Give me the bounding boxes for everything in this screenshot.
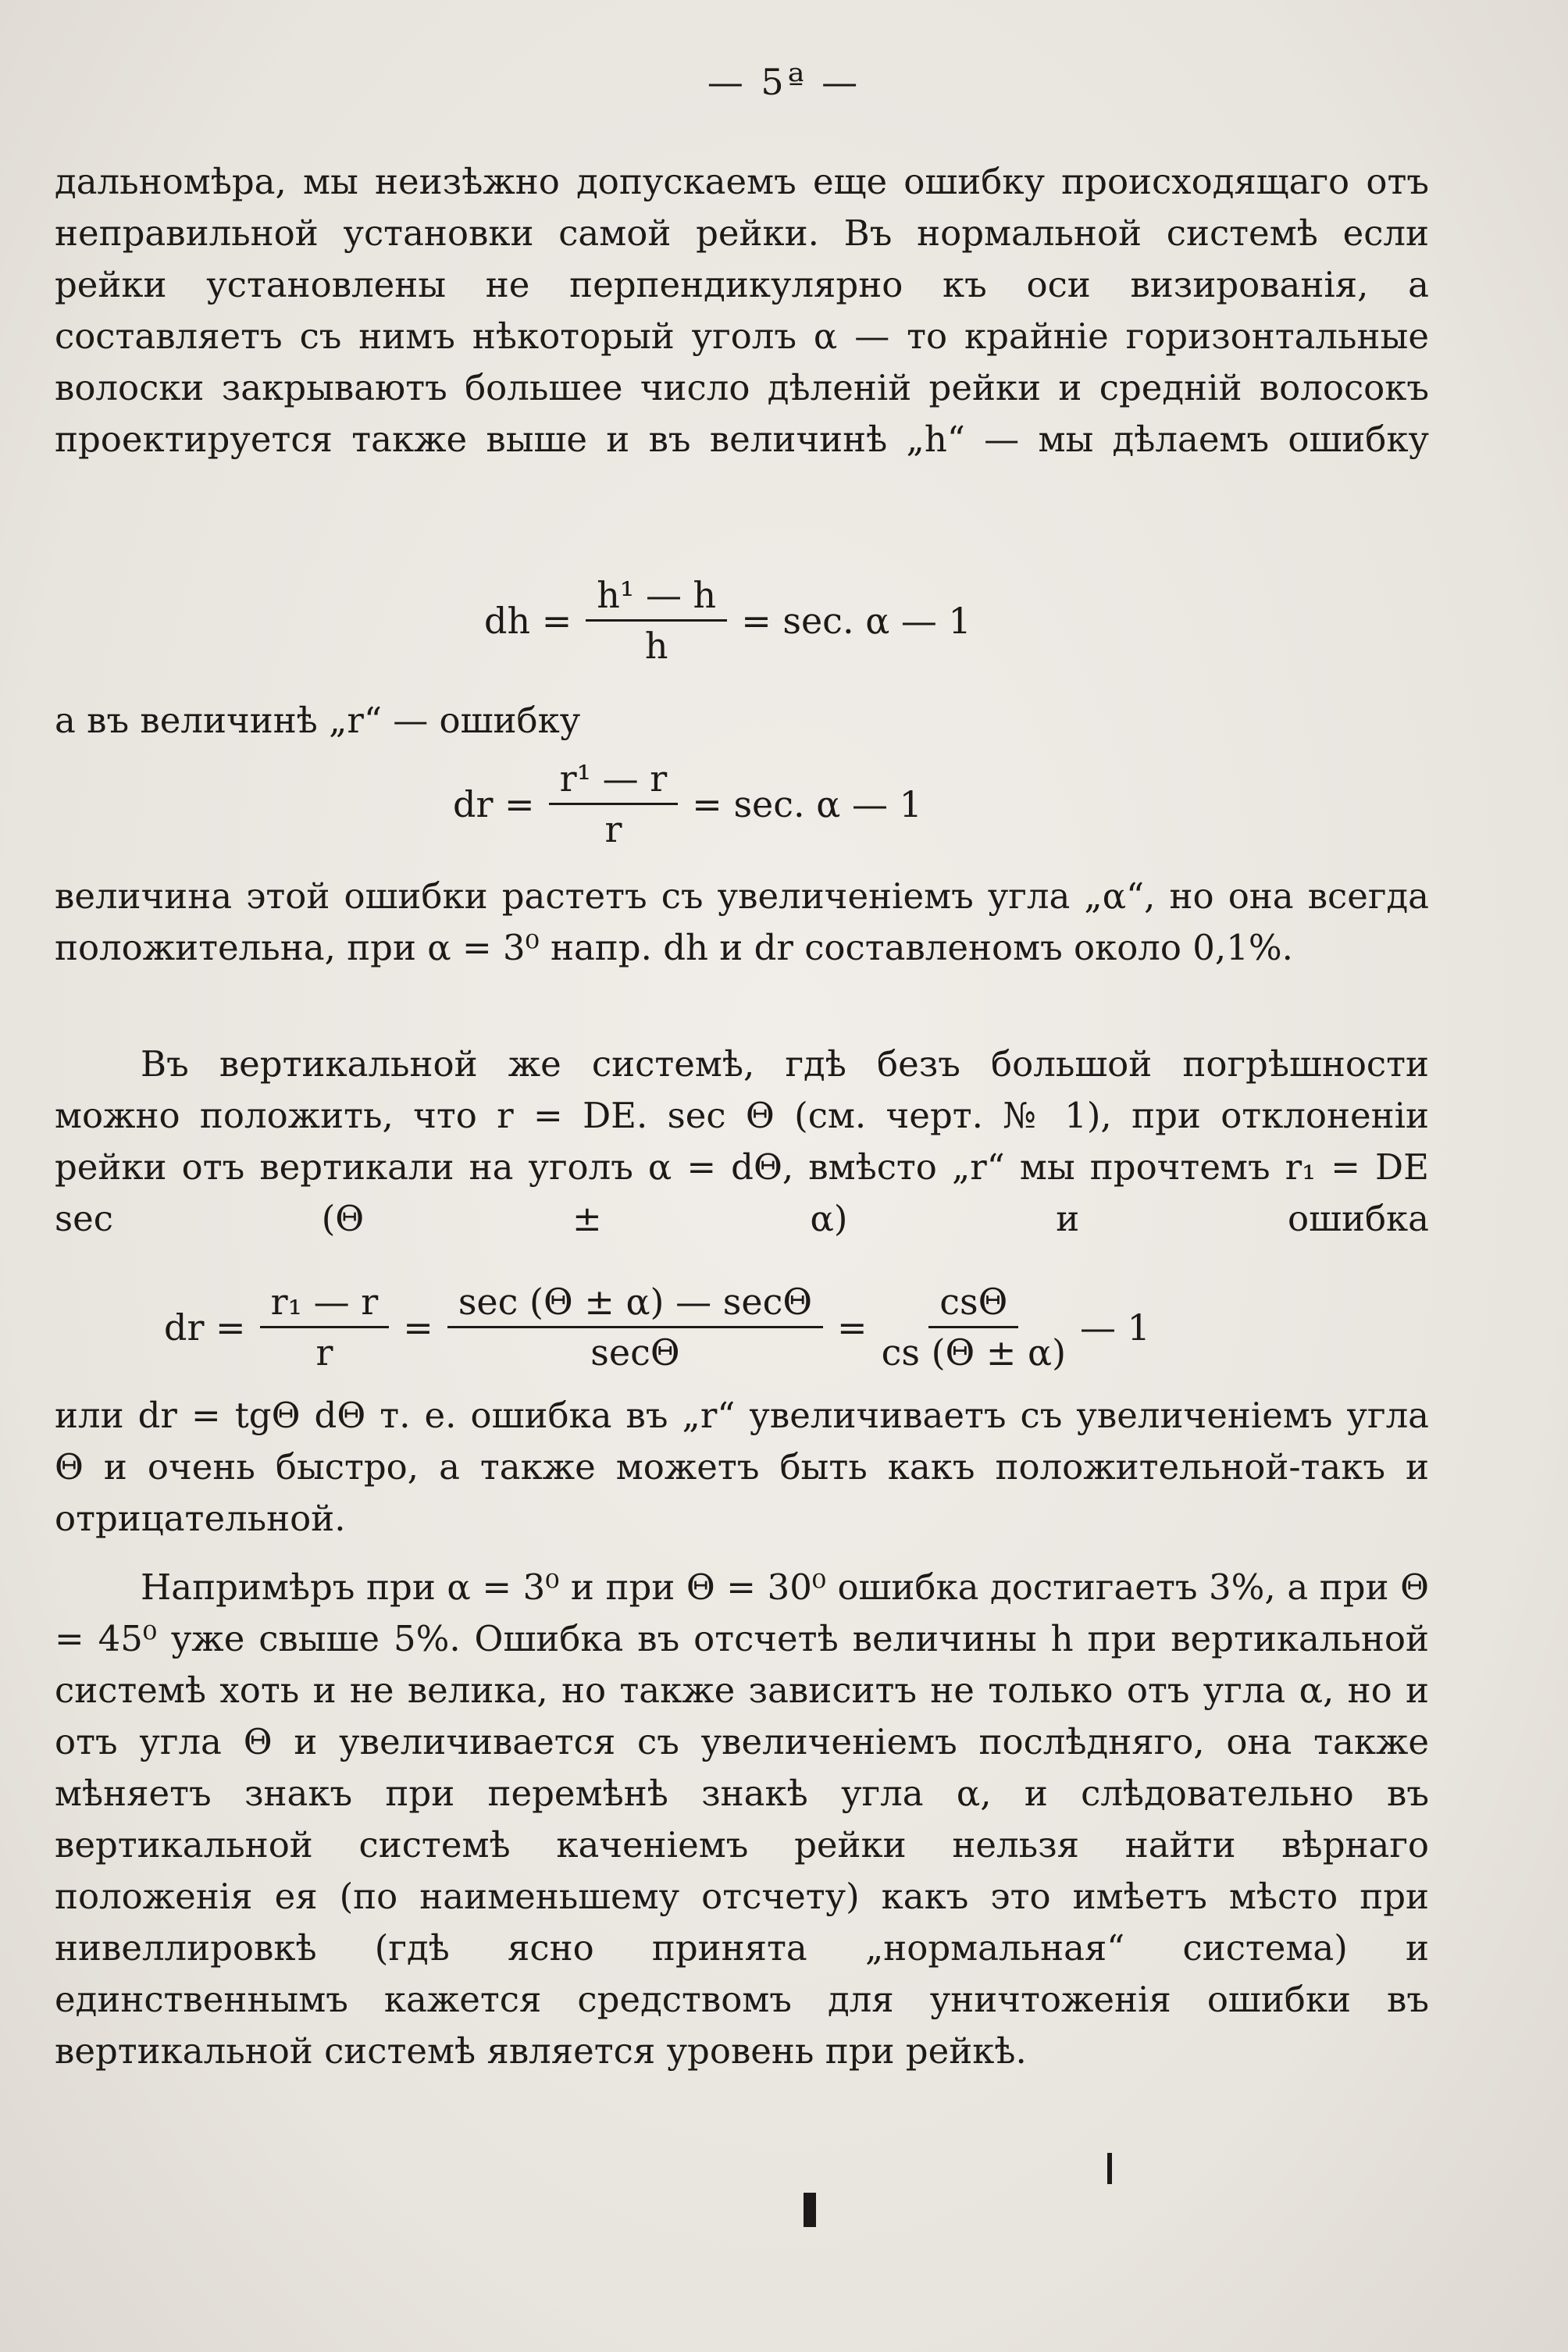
paragraph-1: дальномѣра, мы неизѣжно допускаемъ еще ошибку происходящаго отъ неправильной установки самой рейки. Въ нормальной системѣ если рейки установлены не перпендикулярно къ оси визированія, а составляетъ съ нимъ нѣкоторый уголъ α — то крайніе горизонтальные волоски закрываютъ большее число дѣленій рейки и средній волосокъ проектируется также выше и въ величинѣ „h“ — мы дѣлаемъ ошибку — [55, 161, 1429, 460]
formula-dr-vertical-lhs: dr = — [164, 1306, 246, 1349]
formula-fraction-c-denominator: cs (Θ ± α) — [881, 1331, 1067, 1374]
formula-dh — [484, 574, 971, 667]
formula-fraction-a-denominator: r — [315, 1331, 333, 1374]
ink-blot — [804, 2193, 816, 2227]
formula-fraction-a-numerator: r₁ — r — [260, 1281, 390, 1328]
paragraph-4: Въ вертикальной же системѣ, гдѣ безъ большой погрѣшности можно положить, что r = DE. sec Θ (см. черт. № 1), при отклоненіи рейки отъ вертикали на уголъ α = dΘ, вмѣсто „r“ мы прочтемъ r₁ = DE sec (Θ ± α) и ошибка — [55, 1043, 1429, 1239]
formula-dh-fraction — [586, 574, 727, 667]
formula-dh-denominator: h — [644, 625, 668, 667]
formula-dh-rhs: = sec. α — 1 — [741, 599, 971, 642]
formula-tail: — 1 — [1080, 1306, 1150, 1349]
formula-dr-fraction — [549, 757, 679, 850]
paragraph-5: или dr = tgΘ dΘ т. е. ошибка въ „r“ увеличиваетъ съ увеличеніемъ угла Θ и очень быстро, а также можетъ быть какъ положительной-такъ и отрицательной. — [55, 1395, 1429, 1539]
formula-fraction-a — [260, 1281, 390, 1374]
formula-dh-numerator: h¹ — h — [586, 574, 727, 622]
ink-mark — [1107, 2153, 1112, 2184]
formula-fraction-c — [882, 1281, 1066, 1374]
formula-dr-lhs: dr = — [453, 782, 535, 825]
paragraph-6: Напримѣръ при α = 3⁰ и при Θ = 30⁰ ошибка достигаетъ 3%, а при Θ = 45⁰ уже свыше 5%. Ошибка въ отсчетѣ величины h при вертикальной системѣ хоть и не велика, но также зависитъ не только отъ угла α, но и отъ угла Θ и увеличивается съ увеличеніемъ послѣдняго, она также мѣняетъ знакъ при перемѣнѣ знакѣ угла α, и слѣдовательно въ вертикальной системѣ каченіемъ рейки нельзя найти вѣрнаго положенія ея (по наименьшему отсчету) какъ это имѣетъ мѣсто при нивеллировкѣ (гдѣ ясно принята „нормальная“ система) и единственнымъ кажется средствомъ для уничтоженія ошибки въ вертикальной системѣ является уровень при рейкѣ. — [55, 1566, 1429, 2072]
formula-equals-2: = — [837, 1306, 868, 1349]
formula-dr — [453, 757, 922, 850]
paragraph-2: а въ величинѣ „r“ — ошибку — [55, 700, 581, 741]
formula-dr-rhs: = sec. α — 1 — [692, 782, 922, 825]
formula-fraction-b-denominator: secΘ — [590, 1331, 680, 1374]
formula-fraction-b-numerator: sec (Θ ± α) — secΘ — [447, 1281, 823, 1328]
formula-dr-denominator: r — [604, 808, 622, 850]
page-number: — 5ª — — [707, 61, 861, 103]
formula-fraction-c-numerator: csΘ — [928, 1281, 1018, 1328]
formula-fraction-b — [447, 1281, 823, 1374]
paragraph-3: величина этой ошибки растетъ съ увеличеніемъ угла „α“, но она всегда положительна, при α = 3⁰ напр. dh и dr составленомъ около 0,1%. — [55, 875, 1429, 968]
formula-dh-lhs: dh = — [484, 599, 572, 642]
formula-equals-1: = — [403, 1306, 433, 1349]
formula-dr-numerator: r¹ — r — [549, 757, 679, 805]
formula-dr-vertical — [164, 1281, 1150, 1374]
